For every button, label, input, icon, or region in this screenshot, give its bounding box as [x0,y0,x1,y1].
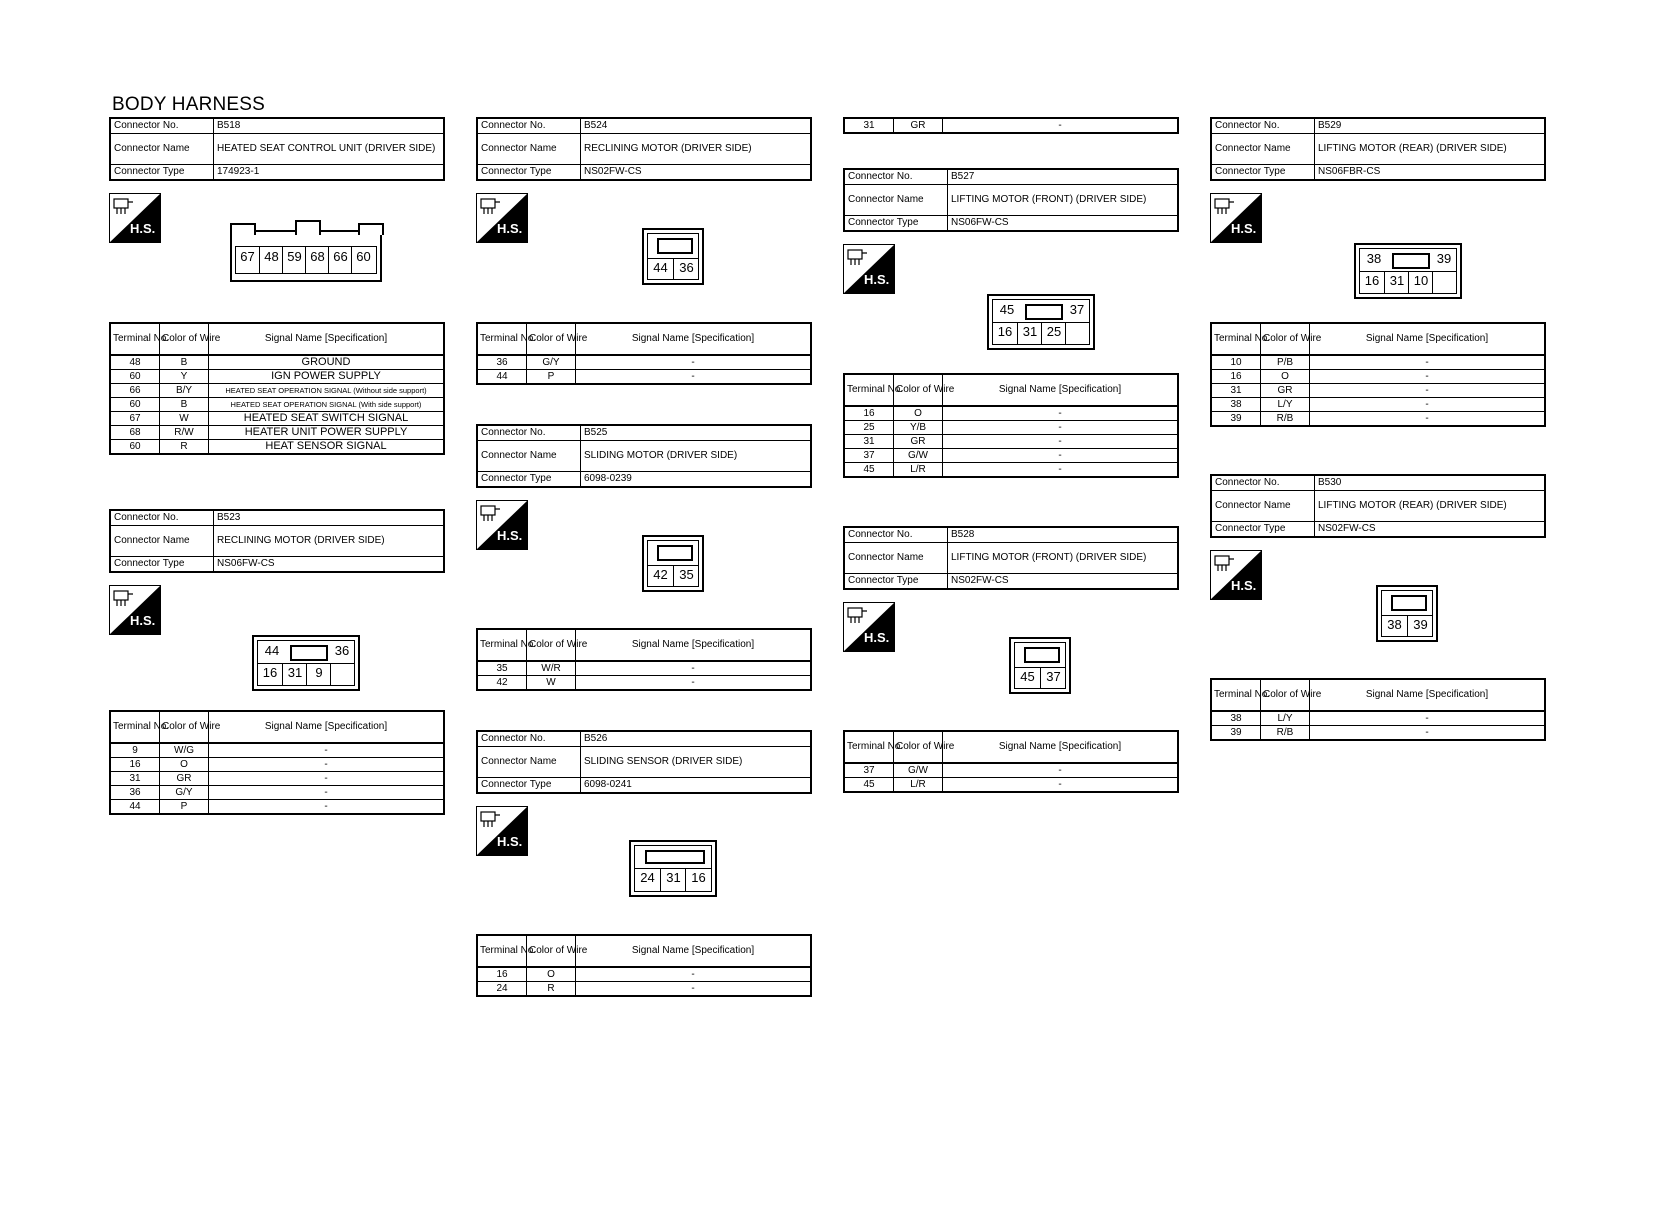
connector-name-label: Connector Name [844,185,948,216]
table-row: 9 W/G - [110,743,444,758]
pin-label: 60 [351,247,375,273]
terminal-no-header: Terminal No. [477,323,527,355]
latch [290,645,328,661]
connector-type-label: Connector Type [477,165,581,181]
pin-label: 44 [264,643,280,658]
table-row: 16 O - [844,406,1178,421]
latch [1025,304,1063,320]
color-of-wire-header: Color of Wire [160,323,209,355]
connector-type-label: Connector Type [844,574,948,590]
connector-name-label: Connector Name [477,747,581,778]
signal-name-header: Signal Name [Specification] [943,374,1179,406]
hs-harness-side-icon [476,500,528,550]
table-row: 31 GR - [110,772,444,786]
connector-no-value: B526 [581,731,812,747]
connector-b525-terminal-table [476,628,812,691]
hs-harness-side-icon [476,193,528,243]
pin-label: 16 [685,868,711,891]
connector-name-value: LIFTING MOTOR (FRONT) (DRIVER SIDE) [948,185,1179,216]
hs-harness-side-icon [109,193,161,243]
hs-badge-text: H.S. [130,613,156,628]
terminal-no-header: Terminal No. [844,374,894,406]
connector-type-label: Connector Type [110,165,214,181]
connector-b526-face [629,840,717,897]
connector-type-value: NS06FW-CS [214,557,445,573]
connector-b527-header [843,168,1179,232]
table-row: 39 R/B - [1211,412,1545,427]
connector-no-label: Connector No. [110,510,214,526]
hs-badge-text: H.S. [1231,578,1257,593]
connector-b525-header [476,424,812,488]
latch [1024,647,1060,663]
latch [657,545,693,561]
connector-b526-continuation-table [843,117,1179,134]
table-row: 37 G/W - [844,449,1178,463]
pin-label: 36 [673,258,699,279]
color-of-wire-header: Color of Wire [894,731,943,763]
pin-label: 38 [1387,617,1402,632]
terminal-no-header: Terminal No. [1211,323,1261,355]
table-row: 31 GR - [1211,384,1545,398]
connector-type-value: NS06FW-CS [948,216,1179,232]
hs-badge-text: H.S. [130,221,156,236]
connector-name-label: Connector Name [477,441,581,472]
pin-label: 25 [1041,322,1066,344]
hs-badge-text: H.S. [864,630,890,645]
connector-name-label: Connector Name [1211,491,1315,522]
connector-b529-header [1210,117,1546,181]
connector-type-value: NS02FW-CS [1315,522,1546,538]
connector-type-label: Connector Type [844,216,948,232]
pin-label: 31 [1017,322,1042,344]
pin-label: 35 [673,565,699,586]
connector-b518-terminal-table [109,322,445,455]
pin-label: 36 [334,643,350,658]
table-row: 60 B HEATED SEAT OPERATION SIGNAL (With side support) [110,398,444,412]
table-row: 36 G/Y - [110,786,444,800]
signal-name-header: Signal Name [Specification] [209,711,445,743]
pin-label: 24 [640,870,655,885]
color-of-wire-header: Color of Wire [527,629,576,661]
pin-label: 31 [1384,271,1409,293]
connector-name-label: Connector Name [477,134,581,165]
signal-name-header: Signal Name [Specification] [576,935,812,967]
table-row: 68 R/W HEATER UNIT POWER SUPPLY [110,426,444,440]
connector-no-label: Connector No. [477,118,581,134]
color-of-wire-header: Color of Wire [1261,323,1310,355]
connector-name-value: HEATED SEAT CONTROL UNIT (DRIVER SIDE) [214,134,445,165]
connector-b528-header [843,526,1179,590]
connector-b523-header [109,509,445,573]
signal-name-header: Signal Name [Specification] [576,629,812,661]
connector-name-label: Connector Name [110,134,214,165]
connector-no-label: Connector No. [844,527,948,543]
signal-name-header: Signal Name [Specification] [1310,323,1546,355]
connector-type-value: 6098-0241 [581,778,812,794]
hs-harness-side-icon [843,602,895,652]
table-row: 45 L/R - [844,463,1178,478]
signal-name-header: Signal Name [Specification] [209,323,445,355]
latch [1391,595,1427,611]
connector-name-value: LIFTING MOTOR (REAR) (DRIVER SIDE) [1315,491,1546,522]
pin-label: 39 [1436,251,1452,266]
table-row: 42 W - [477,676,811,691]
latch [657,238,693,254]
pin-label: 31 [660,868,686,891]
pin-label: 59 [282,247,306,273]
hs-harness-side-icon [1210,193,1262,243]
latch [1392,253,1430,269]
table-row: 16 O - [110,758,444,772]
hs-harness-side-icon [1210,550,1262,600]
connector-no-value: B528 [948,527,1179,543]
connector-no-value: B518 [214,118,445,134]
connector-type-label: Connector Type [1211,522,1315,538]
table-row: 25 Y/B - [844,421,1178,435]
pin-label: 38 [1366,251,1382,266]
connector-b530-terminal-table [1210,678,1546,741]
connector-no-value: B523 [214,510,445,526]
connector-no-label: Connector No. [844,169,948,185]
pin-label: 10 [1408,271,1433,293]
connector-name-value: LIFTING MOTOR (FRONT) (DRIVER SIDE) [948,543,1179,574]
hs-badge-text: H.S. [1231,221,1257,236]
pin-label: 16 [997,324,1013,339]
pin-label: 37 [1040,667,1066,688]
connector-b524-face [642,228,704,285]
color-of-wire-header: Color of Wire [527,935,576,967]
connector-type-value: 174923-1 [214,165,445,181]
connector-name-label: Connector Name [844,543,948,574]
table-row: 45 L/R - [844,778,1178,793]
table-row: 38 L/Y - [1211,398,1545,412]
connector-type-label: Connector Type [477,778,581,794]
connector-name-label: Connector Name [110,526,214,557]
latch [358,223,384,235]
connector-b526-terminal-table [476,934,812,997]
table-row: 35 W/R - [477,661,811,676]
pin-label: 39 [1407,615,1433,636]
connector-name-value: SLIDING SENSOR (DRIVER SIDE) [581,747,812,778]
connector-type-label: Connector Type [477,472,581,488]
table-row: 16 O - [1211,370,1545,384]
pin-label: 42 [653,567,668,582]
table-row: 44 P - [110,800,444,815]
pin-label: 66 [328,247,352,273]
connector-type-value: NS06FBR-CS [1315,165,1546,181]
latch [230,223,256,235]
connector-type-label: Connector Type [1211,165,1315,181]
connector-no-label: Connector No. [1211,118,1315,134]
connector-name-label: Connector Name [1211,134,1315,165]
latch [645,850,705,864]
pin-label: 68 [305,247,329,273]
terminal-no-header: Terminal No. [477,935,527,967]
table-row: 24 R - [477,982,811,997]
color-of-wire-header: Color of Wire [1261,679,1310,711]
hs-badge-text: H.S. [497,528,523,543]
connector-b527-face [987,294,1095,350]
connector-name-value: SLIDING MOTOR (DRIVER SIDE) [581,441,812,472]
pin-label: 16 [262,665,278,680]
signal-name-header: Signal Name [Specification] [1310,679,1546,711]
connector-name-value: RECLINING MOTOR (DRIVER SIDE) [581,134,812,165]
connector-no-value: B527 [948,169,1179,185]
connector-no-label: Connector No. [477,731,581,747]
page-title: BODY HARNESS [112,94,266,115]
connector-b526-header [476,730,812,794]
connector-no-label: Connector No. [1211,475,1315,491]
hs-badge-text: H.S. [497,221,523,236]
connector-no-value: B524 [581,118,812,134]
connector-b530-header [1210,474,1546,538]
hs-badge-text: H.S. [864,272,890,287]
connector-type-value: NS02FW-CS [948,574,1179,590]
pin-label: 16 [1364,273,1380,288]
table-row: 38 L/Y - [1211,711,1545,726]
connector-b524-terminal-table [476,322,812,385]
color-of-wire-header: Color of Wire [894,374,943,406]
table-row: 48 B GROUND [110,355,444,370]
connector-no-value: B529 [1315,118,1546,134]
table-row: 31 GR - [844,118,1178,133]
connector-name-value: LIFTING MOTOR (REAR) (DRIVER SIDE) [1315,134,1546,165]
terminal-no-header: Terminal No. [477,629,527,661]
table-row: 66 B/Y HEATED SEAT OPERATION SIGNAL (Without side support) [110,384,444,398]
connector-type-value: NS02FW-CS [581,165,812,181]
hs-harness-side-icon [843,244,895,294]
connector-no-label: Connector No. [110,118,214,134]
connector-no-value: B525 [581,425,812,441]
table-row: 60 R HEAT SENSOR SIGNAL [110,440,444,455]
pin-label: 45 [1020,669,1035,684]
connector-b523-terminal-table [109,710,445,815]
connector-b530-face [1376,585,1438,642]
pin-label: 45 [999,302,1015,317]
color-of-wire-header: Color of Wire [527,323,576,355]
pin-label: 31 [282,663,307,685]
pin-label: 48 [259,247,283,273]
connector-type-value: 6098-0239 [581,472,812,488]
connector-b523-face [252,635,360,691]
table-row: 44 P - [477,370,811,385]
table-row: 37 G/W - [844,763,1178,778]
connector-b529-terminal-table [1210,322,1546,427]
connector-no-value: B530 [1315,475,1546,491]
connector-b528-face [1009,637,1071,694]
table-row: 36 G/Y - [477,355,811,370]
pin-label: 37 [1069,302,1085,317]
connector-b525-face [642,535,704,592]
connector-type-label: Connector Type [110,557,214,573]
color-of-wire-header: Color of Wire [160,711,209,743]
terminal-no-header: Terminal No. [844,731,894,763]
hs-badge-text: H.S. [497,834,523,849]
signal-name-header: Signal Name [Specification] [943,731,1179,763]
table-row: 60 Y IGN POWER SUPPLY [110,370,444,384]
connector-b518-face [230,230,382,282]
table-row: 31 GR - [844,435,1178,449]
table-row: 67 W HEATED SEAT SWITCH SIGNAL [110,412,444,426]
terminal-no-header: Terminal No. [110,711,160,743]
connector-b527-terminal-table [843,373,1179,478]
pin-label: 44 [653,260,668,275]
connector-b518-header [109,117,445,181]
signal-name-header: Signal Name [Specification] [576,323,812,355]
connector-b529-face [1354,243,1462,299]
hs-harness-side-icon [109,585,161,635]
connector-b524-header [476,117,812,181]
table-row: 39 R/B - [1211,726,1545,741]
terminal-no-header: Terminal No. [110,323,160,355]
table-row: 10 P/B - [1211,355,1545,370]
terminal-no-header: Terminal No. [1211,679,1261,711]
connector-name-value: RECLINING MOTOR (DRIVER SIDE) [214,526,445,557]
connector-b528-terminal-table [843,730,1179,793]
latch [295,220,321,235]
connector-no-label: Connector No. [477,425,581,441]
hs-harness-side-icon [476,806,528,856]
pin-label: 9 [306,663,331,685]
pin-label: 67 [240,249,255,264]
table-row: 16 O - [477,967,811,982]
